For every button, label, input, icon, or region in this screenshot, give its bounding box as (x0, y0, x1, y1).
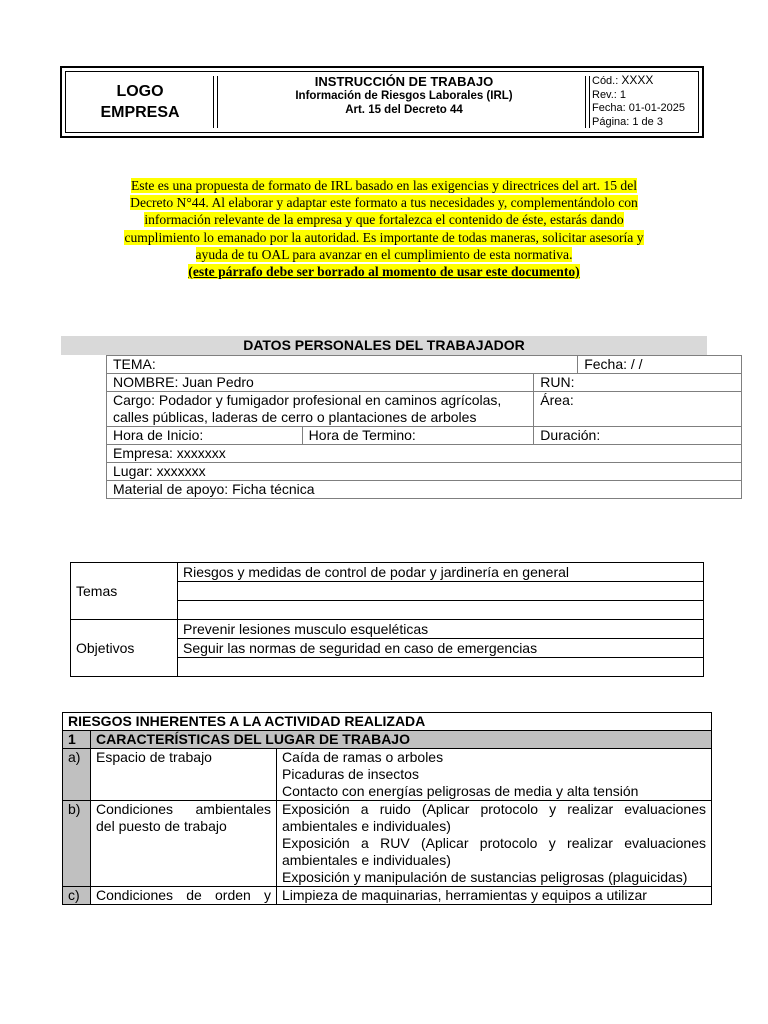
row-items (277, 887, 712, 905)
hora-inicio-field: Hora de Inicio: (107, 427, 303, 445)
objetivos-row: Seguir las normas de seguridad en caso de emergencias (178, 639, 704, 658)
logo-line1: LOGO (116, 83, 164, 100)
instruction-title: INSTRUCCIÓN DE TRABAJO (314, 74, 494, 89)
duracion-field: Duración: (534, 427, 742, 445)
header-title-block (224, 74, 584, 117)
temas-row (178, 601, 704, 620)
logo-line2: EMPRESA (100, 104, 180, 121)
company-logo-placeholder (66, 72, 214, 132)
risk-item: Caída de ramas o arboles (282, 749, 444, 765)
rev-value: 1 (619, 88, 627, 101)
risk-item: Picaduras de insectos (282, 766, 419, 782)
temas-objetivos-table (70, 562, 704, 677)
fecha-value: 01-01-2025 (628, 102, 685, 114)
pagina-label: Página: (592, 115, 630, 128)
datos-personales-title: DATOS PERSONALES DEL TRABAJADOR (61, 336, 707, 355)
riesgos-title: RIESGOS INHERENTES A LA ACTIVIDAD REALIZADA (63, 713, 712, 731)
nombre-field: NOMBRE: Juan Pedro (107, 374, 534, 392)
hora-termino-field: Hora de Termino: (302, 427, 534, 445)
lugar-field: Lugar: xxxxxxx (107, 463, 742, 481)
document-control-info (592, 74, 685, 129)
cargo-field: Cargo: Podador y fumigador profesional en caminos agrícolas, calles públicas, laderas de cerro o plantaciones de arboles (107, 392, 534, 427)
document-header (60, 66, 704, 138)
temas-row (178, 582, 704, 601)
risk-item: Limpieza de maquinarias, herramientas y equipos a utilizar (282, 887, 647, 903)
section-number: 1 (63, 731, 91, 749)
note-warning: (este párrafo debe ser borrado al momento de usar este documento) (188, 264, 580, 280)
row-items (277, 801, 712, 887)
instruction-note (108, 177, 660, 280)
row-letter: a) (63, 749, 91, 801)
risk-item: Contacto con energías peligrosas de media y alta tensión (282, 783, 639, 799)
risk-item: Exposición y manipulación de sustancias peligrosas (plaguicidas) (282, 869, 688, 885)
section-title: CARACTERÍSTICAS DEL LUGAR DE TRABAJO (91, 731, 712, 749)
risk-item: Exposición a RUV (Aplicar protocolo y realizar evaluaciones ambientales e individuales) (282, 835, 706, 868)
cod-value: XXXX (621, 73, 654, 87)
note-body: Este es una propuesta de formato de IRL basado en las exigencias y directrices del art. 15 del Decreto N°44. Al elaborar y adaptar este formato a tus necesidades y, complementándolo con información relevante de la empresa y que fortalezca el contenido de éste, estarás dando cumplimiento lo emanado por la autoridad. Es importante de todas maneras, solicitar asesoría y ayuda de tu OAL para avanzar en el cumplimiento de esta normativa. (124, 178, 644, 262)
row-items (277, 749, 712, 801)
fecha-label: Fecha: (592, 102, 626, 114)
tema-field: TEMA: (107, 356, 578, 374)
riesgos-table (62, 712, 712, 905)
row-letter: c) (63, 887, 91, 905)
empresa-field: Empresa: xxxxxxx (107, 445, 742, 463)
datos-personales-table (106, 355, 742, 499)
area-field: Área: (534, 392, 742, 427)
irl-subtitle: Información de Riesgos Laborales (IRL) (295, 90, 513, 102)
objetivos-row (178, 658, 704, 677)
objetivos-row: Prevenir lesiones musculo esqueléticas (178, 620, 704, 639)
row-letter: b) (63, 801, 91, 887)
fecha-field: Fecha: / / (578, 356, 742, 374)
risk-item: Exposición a ruido (Aplicar protocolo y realizar evaluaciones ambientales e individuales) (282, 801, 706, 834)
header-divider (213, 76, 218, 128)
header-divider (585, 76, 590, 128)
material-field: Material de apoyo: Ficha técnica (107, 481, 742, 499)
objetivos-label: Objetivos (71, 620, 178, 677)
row-label: Condiciones ambientales del puesto de trabajo (91, 801, 277, 887)
temas-row: Riesgos y medidas de control de podar y jardinería en general (178, 563, 704, 582)
run-field: RUN: (534, 374, 742, 392)
rev-label: Rev.: (592, 88, 617, 101)
pagina-value: 1 de 3 (632, 115, 663, 128)
cod-label: Cód.: (592, 75, 619, 87)
temas-label: Temas (71, 563, 178, 620)
row-label: Condiciones de orden y (91, 887, 277, 905)
row-label: Espacio de trabajo (91, 749, 277, 801)
article-subtitle: Art. 15 del Decreto 44 (345, 104, 463, 116)
